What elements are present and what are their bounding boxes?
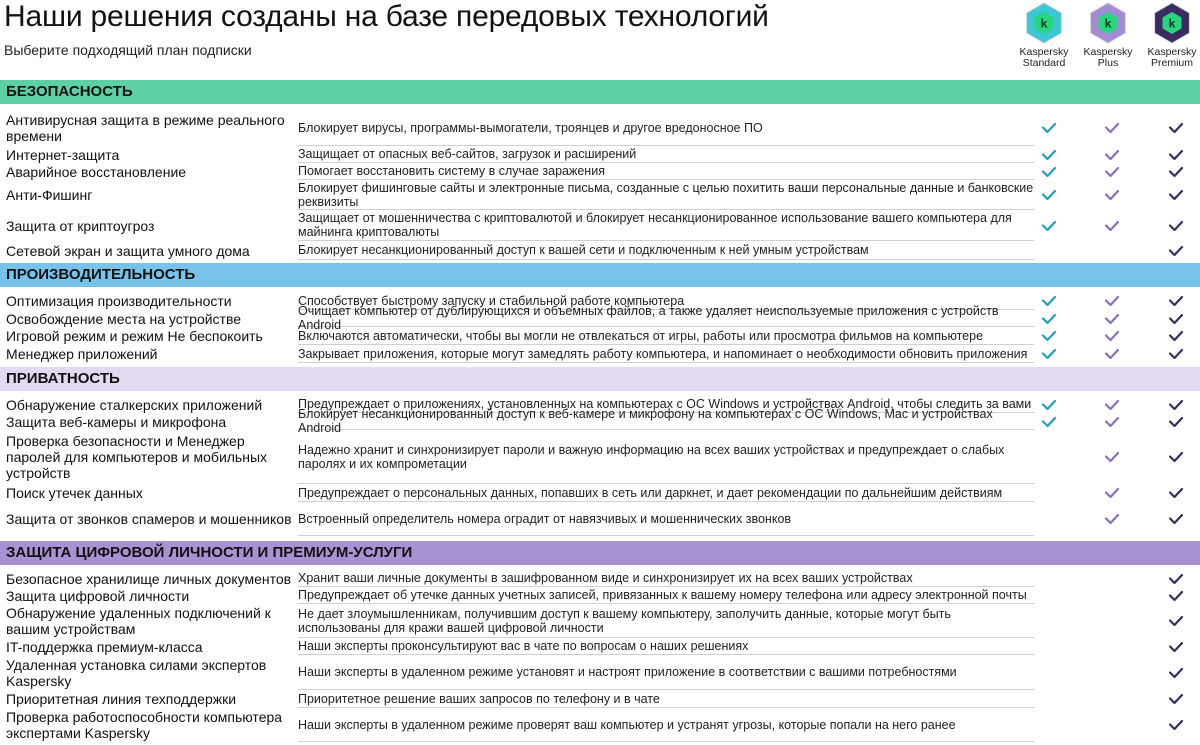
feature-description: Помогает восстановить систему в случае заражения xyxy=(298,163,1034,180)
feature-name: Интернет-защита xyxy=(6,146,120,163)
feature-name: Обнаружение удаленных подключений к вашим устройствам xyxy=(6,605,271,637)
check-icon-plus xyxy=(1102,310,1122,327)
feature-row xyxy=(0,327,1200,345)
plan-name-brand: Kaspersky xyxy=(1083,46,1133,58)
check-icon-premium xyxy=(1166,587,1186,604)
check-icon-standard xyxy=(1039,180,1059,210)
check-icon-plus xyxy=(1102,345,1122,363)
feature-name: Антивирусная защита в режиме реального времени xyxy=(6,112,285,144)
plan-name xyxy=(1012,47,1076,69)
check-icon-premium xyxy=(1166,570,1186,587)
feature-name: Менеджер приложений xyxy=(6,346,158,362)
feature-description: Наши эксперты в удаленном режиме установят и настроят приложение в соответствии с вашими потребностями xyxy=(298,655,1034,690)
check-icon-standard xyxy=(1039,292,1059,310)
feature-row xyxy=(0,241,1200,260)
feature-row xyxy=(0,502,1200,536)
feature-row xyxy=(0,304,1200,332)
feature-row xyxy=(0,180,1200,210)
check-icon-premium xyxy=(1166,327,1186,345)
feature-description: Блокирует несанкционированный доступ к веб-камере и микрофону на компьютерах с ОС Windows, Mac и устройствах Android xyxy=(298,413,1034,430)
feature-name: Защита от звонков спамеров и мошенников xyxy=(6,511,292,527)
check-icon-premium xyxy=(1166,502,1186,536)
section-header: ПРИВАТНОСТЬ xyxy=(0,367,1200,391)
feature-description: Закрывает приложения, которые могут замедлять работу компьютера, и напоминает о необходимости обновить приложения xyxy=(298,345,1034,363)
check-icon-standard xyxy=(1039,146,1059,163)
feature-row xyxy=(0,655,1200,690)
feature-row xyxy=(0,163,1200,180)
plan-premium xyxy=(1140,0,1200,69)
check-icon-premium xyxy=(1166,292,1186,310)
feature-name: Аварийное восстановление xyxy=(6,163,187,180)
check-icon-premium xyxy=(1166,146,1186,163)
feature-row xyxy=(0,708,1200,742)
feature-row xyxy=(0,484,1200,502)
plan-name xyxy=(1140,47,1200,69)
feature-name: Приоритетная линия техподдержки xyxy=(6,691,237,707)
feature-name: Освобождение места на устройстве xyxy=(6,310,242,327)
check-icon-premium xyxy=(1166,655,1186,690)
feature-name: Игровой режим и режим Не беспокоить xyxy=(6,328,263,344)
check-icon-premium xyxy=(1166,396,1186,413)
check-icon-standard xyxy=(1039,310,1059,327)
check-icon-plus xyxy=(1102,180,1122,210)
check-icon-premium xyxy=(1166,163,1186,180)
feature-description: Наши эксперты в удаленном режиме проверят ваш компьютер и устранят угрозы, которые попали на него ранее xyxy=(298,708,1034,742)
feature-description: Предупреждает о приложениях, установленных на компьютерах с ОС Windows и устройствах Android, чтобы следить за вами xyxy=(298,396,1034,413)
check-icon-premium xyxy=(1166,241,1186,260)
feature-row xyxy=(0,690,1200,708)
check-icon-standard xyxy=(1039,327,1059,345)
check-icon-premium xyxy=(1166,430,1186,484)
check-icon-plus xyxy=(1102,396,1122,413)
check-icon-standard xyxy=(1039,210,1059,241)
kaspersky-k-icon xyxy=(1151,2,1193,44)
feature-row xyxy=(0,407,1200,435)
check-icon-plus xyxy=(1102,327,1122,345)
feature-row xyxy=(0,430,1200,484)
feature-description: Надежно хранит и синхронизирует пароли и важную информацию на всех ваших устройствах и предупреждает о слабых паролях и их компрометации xyxy=(298,430,1034,484)
svg-text:k: k xyxy=(1040,16,1048,31)
plan-name-tier: Plus xyxy=(1097,57,1119,69)
plan-name-tier: Premium xyxy=(1150,57,1193,69)
check-icon-plus xyxy=(1102,484,1122,502)
check-icon-premium xyxy=(1166,690,1186,708)
kaspersky-k-icon xyxy=(1023,2,1065,44)
plan-plus xyxy=(1076,0,1140,69)
feature-name: Защита от криптоугроз xyxy=(6,217,155,234)
feature-description: Приоритетное решение ваших запросов по телефону и в чате xyxy=(298,690,1034,708)
feature-name: Анти-Фишинг xyxy=(6,187,93,203)
check-icon-plus xyxy=(1102,163,1122,180)
check-icon-premium xyxy=(1166,110,1186,146)
feature-name: Сетевой экран и защита умного дома xyxy=(6,242,250,259)
check-icon-premium xyxy=(1166,413,1186,430)
feature-row xyxy=(0,638,1200,655)
feature-row xyxy=(0,345,1200,363)
feature-name: Обнаружение сталкерских приложений xyxy=(6,396,263,413)
plan-standard xyxy=(1012,0,1076,69)
feature-description: Хранит ваши личные документы в зашифрованном виде и синхронизирует их на всех ваших устройствах xyxy=(298,570,1034,587)
feature-name: Безопасное хранилище личных документов xyxy=(6,570,292,587)
check-icon-plus xyxy=(1102,110,1122,146)
feature-description: Блокирует фишинговые сайты и электронные письма, созданные с целью похитить ваши персональные данные и банковские реквизиты xyxy=(298,180,1034,209)
plan-name xyxy=(1076,47,1140,69)
feature-description: Не дает злоумышленникам, получившим доступ к вашему компьютеру, заполучить данные, которые могут быть использованы для кражи вашей цифровой личности xyxy=(298,604,1034,638)
feature-description: Блокирует вирусы, программы-вымогатели, троянцев и другое вредоносное ПО xyxy=(298,110,1034,146)
feature-name: Проверка безопасности и Менеджер паролей для компьютеров и мобильных устройств xyxy=(6,433,268,481)
check-icon-plus xyxy=(1102,210,1122,241)
plan-name-tier: Standard xyxy=(1022,57,1066,69)
check-icon-plus xyxy=(1102,430,1122,484)
feature-description: Включаются автоматически, чтобы вы могли не отвлекаться от игры, работы или просмотра фильмов на компьютере xyxy=(298,327,1034,345)
svg-text:k: k xyxy=(1104,16,1112,31)
feature-name: Защита веб-камеры и микрофона xyxy=(6,413,227,430)
page-subtitle: Выберите подходящий план подписки xyxy=(4,42,252,58)
feature-description: Способствует быстрому запуску и стабильной работе компьютера xyxy=(298,292,1034,310)
section-header: ЗАЩИТА ЦИФРОВОЙ ЛИЧНОСТИ И ПРЕМИУМ-УСЛУГИ xyxy=(0,541,1200,565)
check-icon-premium xyxy=(1166,210,1186,241)
feature-description: Наши эксперты проконсультируют вас в чате по вопросам о наших решениях xyxy=(298,638,1034,655)
check-icon-premium xyxy=(1166,310,1186,327)
page-title: Наши решения созданы на базе передовых технологий xyxy=(4,0,769,33)
feature-row xyxy=(0,587,1200,604)
check-icon-standard xyxy=(1039,345,1059,363)
plan-name-brand: Kaspersky xyxy=(1019,46,1069,58)
feature-name: Оптимизация производительности xyxy=(6,293,232,309)
check-icon-premium xyxy=(1166,345,1186,363)
plan-name-brand: Kaspersky xyxy=(1147,46,1197,58)
feature-description: Защищает от мошенничества с криптовалютой и блокирует несанкционированное использование вашего компьютера для майнинга криптовалюты xyxy=(298,210,1034,241)
check-icon-premium xyxy=(1166,604,1186,638)
feature-name: Проверка работоспособности компьютера экспертами Kaspersky xyxy=(6,709,283,741)
feature-name: Поиск утечек данных xyxy=(6,485,143,501)
check-icon-plus xyxy=(1102,146,1122,163)
feature-row xyxy=(0,570,1200,587)
section-header: БЕЗОПАСНОСТЬ xyxy=(0,80,1200,104)
check-icon-standard xyxy=(1039,413,1059,430)
svg-text:k: k xyxy=(1168,16,1176,31)
check-icon-standard xyxy=(1039,163,1059,180)
check-icon-plus xyxy=(1102,292,1122,310)
feature-description: Предупреждает о персональных данных, попавших в сеть или даркнет, и дает рекомендации по дальнейшим действиям xyxy=(298,484,1034,502)
check-icon-premium xyxy=(1166,638,1186,655)
feature-row xyxy=(0,210,1200,241)
feature-name: Удаленная установка силами экспертов Kaspersky xyxy=(6,656,267,689)
feature-description: Блокирует несанкционированный доступ к вашей сети и подключенным к ней умным устройствам xyxy=(298,241,1034,260)
kaspersky-k-icon xyxy=(1087,2,1129,44)
check-icon-plus xyxy=(1102,413,1122,430)
check-icon-plus xyxy=(1102,502,1122,536)
plan-columns-header xyxy=(1006,0,1200,76)
check-icon-premium xyxy=(1166,708,1186,742)
feature-description: Защищает от опасных веб-сайтов, загрузок и расширений xyxy=(298,146,1034,163)
feature-row xyxy=(0,110,1200,146)
feature-description: Предупреждает об утечке данных учетных записей, привязанных к вашему номеру телефона или адресу электронной почты xyxy=(298,587,1034,604)
check-icon-standard xyxy=(1039,110,1059,146)
feature-name: Защита цифровой личности xyxy=(6,587,190,604)
check-icon-premium xyxy=(1166,180,1186,210)
check-icon-standard xyxy=(1039,396,1059,413)
feature-row xyxy=(0,146,1200,163)
check-icon-premium xyxy=(1166,484,1186,502)
feature-row xyxy=(0,604,1200,638)
feature-description: Встроенный определитель номера оградит от навязчивых и мошеннических звонков xyxy=(298,502,1034,536)
feature-description: Очищает компьютер от дублирующихся и объемных файлов, а также удаляет неиспользуемые приложения с устройств Android xyxy=(298,310,1034,327)
section-header: ПРОИЗВОДИТЕЛЬНОСТЬ xyxy=(0,263,1200,287)
feature-name: IT-поддержка премиум-класса xyxy=(6,638,203,655)
